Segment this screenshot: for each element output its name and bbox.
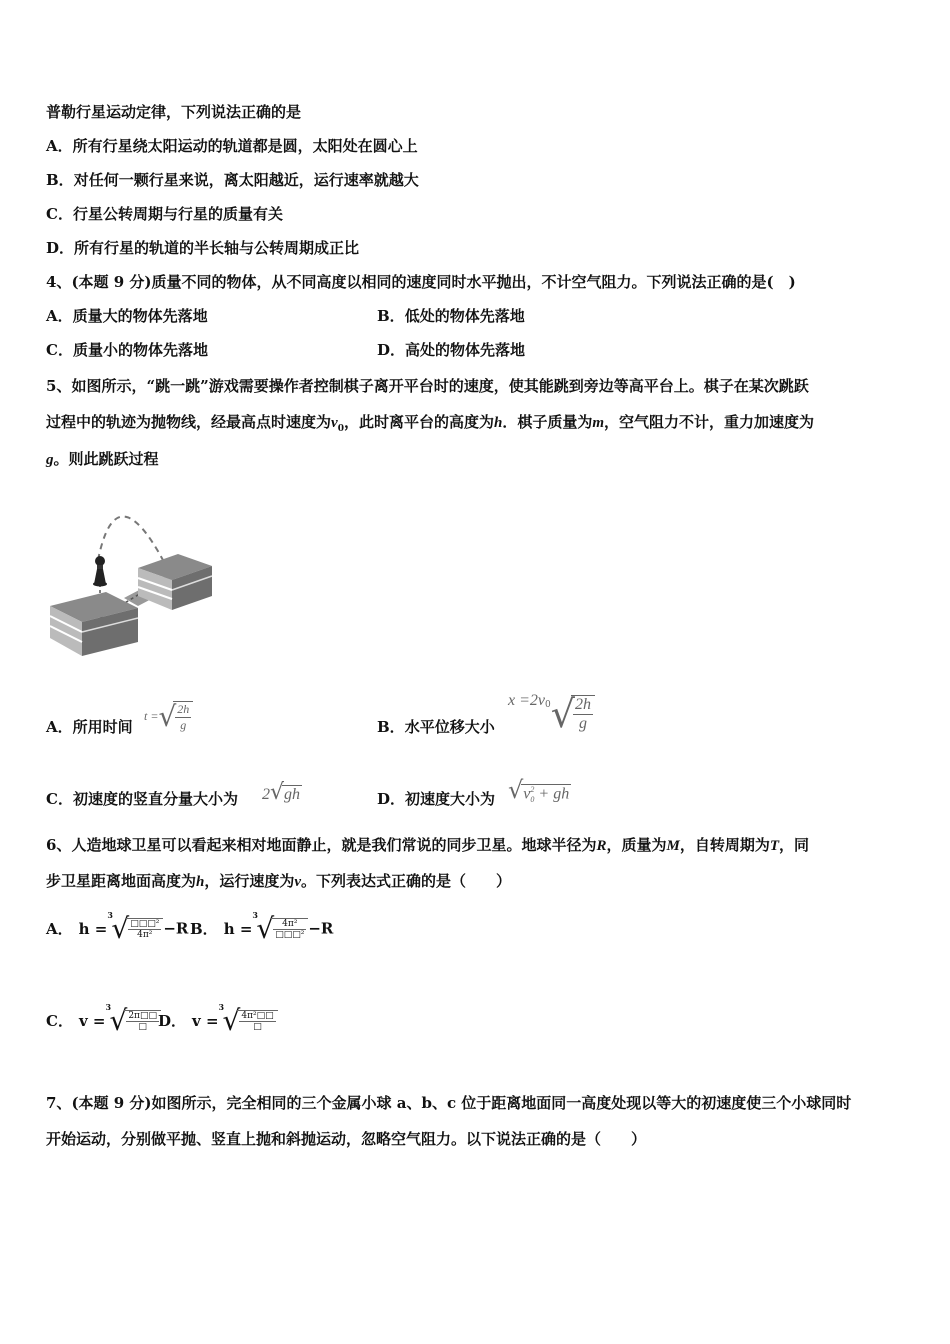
formula-lhs: h = <box>223 919 253 938</box>
formula-lhs: t = <box>144 709 159 723</box>
option-key: B． <box>377 718 405 736</box>
subscript: 0 <box>337 424 344 434</box>
option-text: 初速度的竖直分量大小为 <box>72 790 238 808</box>
option-text: 水平位移大小 <box>404 718 495 736</box>
question-text: ，此时离平台的高度为 <box>343 413 494 431</box>
fraction <box>124 1010 161 1032</box>
option-key: D． <box>377 790 406 808</box>
option-key: A． <box>46 307 73 325</box>
option-key: C． <box>46 1012 73 1030</box>
right-platform <box>138 554 212 610</box>
option-key: C． <box>46 790 73 808</box>
numerator: □□□² <box>130 918 160 929</box>
option-key: A． <box>46 920 73 938</box>
var-v: v <box>294 874 302 890</box>
option-key: B． <box>377 307 405 325</box>
radical-sign: √ <box>270 780 285 805</box>
var-M: M <box>666 838 680 854</box>
option-text: 所有行星的轨道的半长轴与公转周期成正比 <box>74 239 360 257</box>
option-text: 质量大的物体先落地 <box>72 307 208 325</box>
q5-option-b-formula <box>508 692 595 748</box>
denominator: □ <box>253 1021 262 1032</box>
formula-lhs: x =2v <box>508 692 545 709</box>
formula-lhs: v = <box>192 1011 219 1030</box>
var-m: m <box>592 415 604 431</box>
var-g: g <box>46 452 54 468</box>
q4-stem <box>46 272 796 292</box>
option-key: D． <box>158 1012 187 1030</box>
question-score: (本题 9 分) <box>71 1094 152 1112</box>
numerator: 4π² <box>273 919 306 930</box>
option-text: 所用时间 <box>72 718 133 736</box>
chess-piece <box>93 556 107 587</box>
cube-root <box>107 912 163 945</box>
option-text: 对任何一颗行星来说，离太阳越近，运行速率就越大 <box>73 171 419 189</box>
fraction <box>271 918 308 940</box>
root-index: 3 <box>107 910 113 920</box>
denominator: g <box>578 715 587 732</box>
numerator: 2h <box>177 701 190 716</box>
denominator: g <box>180 717 187 732</box>
option-key: A． <box>46 137 73 155</box>
radical-sign: √ <box>111 912 130 945</box>
question-text: 步卫星距离地面高度为 <box>46 872 197 890</box>
question-text: ，质量为 <box>606 836 667 854</box>
q6-stem-line1 <box>46 835 809 856</box>
question-text: ，运行速度为 <box>204 872 295 890</box>
q5-option-d-formula <box>508 776 571 804</box>
q3-stem-tail: 普勒行星运动定律，下列说法正确的是 <box>46 103 302 121</box>
option-text: 质量小的物体先落地 <box>72 341 208 359</box>
q4-option-d <box>377 340 525 360</box>
q6-option-a <box>46 912 188 945</box>
radical-sign: √ <box>508 776 524 804</box>
q5-option-c-formula <box>262 780 302 805</box>
q4-option-a <box>46 306 208 326</box>
question-text: 。则此跳跃过程 <box>53 450 159 468</box>
var-R: R <box>596 838 607 854</box>
option-key: B． <box>190 920 218 938</box>
q3-option-c <box>46 204 283 224</box>
radical-sign: √ <box>109 1004 128 1037</box>
question-text: 如图所示，“跳一跳”游戏需要操作者控制棋子离开平台时的速度，使其能跳到旁边等高平台上。棋子在某次跳跃 <box>71 377 809 395</box>
subscript: 0 <box>545 700 551 710</box>
var-v0: v <box>331 415 338 431</box>
coefficient: 2 <box>262 786 270 803</box>
question-text: 如图所示，完全相同的三个金属小球 a、b、c 位于距离地面同一高度处现以等大的初速度使三个小球同时 <box>151 1094 852 1112</box>
question-text: ，自转周期为 <box>679 836 770 854</box>
subscript: 0 <box>530 795 535 805</box>
q5-option-c <box>46 789 238 809</box>
radicand <box>521 784 571 805</box>
question-text: ，同 <box>779 836 810 854</box>
radical-sign: √ <box>158 700 177 733</box>
formula-tail: −R <box>163 919 189 938</box>
q4-option-b <box>377 306 525 326</box>
denominator: 4π² <box>137 929 153 940</box>
q6-option-b <box>190 912 333 945</box>
var-T: T <box>769 838 780 854</box>
radical-sign: √ <box>550 692 575 736</box>
fraction <box>126 918 163 940</box>
option-text: 初速度大小为 <box>405 790 496 808</box>
root-index: 3 <box>252 910 258 920</box>
q4-option-c <box>46 340 208 360</box>
option-key: A． <box>46 718 73 736</box>
option-key: C． <box>46 341 73 359</box>
option-key: D． <box>46 239 75 257</box>
q5-option-b <box>377 717 495 737</box>
question-number: 4、 <box>46 273 72 291</box>
question-number: 6、 <box>46 836 72 854</box>
option-text: 行星公转周期与行星的质量有关 <box>72 205 283 223</box>
question-text: ．棋子质量为 <box>502 413 593 431</box>
formula-lhs: v = <box>78 1011 106 1030</box>
var-h: h <box>196 874 205 890</box>
option-text: 所有行星绕太阳运动的轨道都是圆，太阳处在圆心上 <box>72 137 418 155</box>
q3-option-d <box>46 238 359 258</box>
q3-option-b <box>46 170 419 190</box>
question-number: 5、 <box>46 377 72 395</box>
question-text: 过程中的轨迹为抛物线，经最高点时速度为 <box>46 413 332 431</box>
fraction <box>237 1010 277 1032</box>
option-text: 高处的物体先落地 <box>405 341 526 359</box>
cube-root <box>252 912 308 945</box>
radicand-rest: + gh <box>538 785 570 802</box>
radicand: gh <box>284 786 301 803</box>
q3-option-a <box>46 136 418 156</box>
q6-stem-line2 <box>46 871 511 892</box>
question-text: 人造地球卫星可以看起来相对地面静止，就是我们常说的同步卫星。地球半径为 <box>71 836 597 854</box>
question-text: ，空气阻力不计，重力加速度为 <box>604 413 815 431</box>
fraction <box>571 695 595 733</box>
option-key: C． <box>46 205 73 223</box>
radicand-v: v <box>523 785 531 802</box>
question-stem: 质量不同的物体，从不同高度以相同的速度同时水平抛出，不计空气阻力。下列说法正确的是( ) <box>151 273 796 291</box>
left-platform <box>50 592 138 656</box>
question-score: (本题 9 分) <box>71 273 152 291</box>
question-number: 7、 <box>46 1094 72 1112</box>
q6-option-d <box>158 1004 278 1037</box>
superscript: 2 <box>530 784 535 794</box>
question-text: 。下列表达式正确的是（ ） <box>301 872 512 890</box>
q6-option-c <box>46 1004 161 1037</box>
root-index: 3 <box>105 1002 112 1012</box>
q5-option-a <box>46 717 133 737</box>
denominator: □ <box>138 1021 147 1032</box>
denominator: □□□² <box>275 929 305 940</box>
var-h: h <box>493 415 503 431</box>
trajectory-dashed-curve <box>98 516 164 562</box>
root-index: 3 <box>218 1002 225 1012</box>
fraction <box>173 701 193 733</box>
formula-lhs: h = <box>78 919 108 938</box>
q5-option-d <box>377 789 495 809</box>
q5-option-a-formula <box>144 700 193 744</box>
numerator: 4π²□□ <box>241 1010 274 1021</box>
cube-root <box>219 1004 278 1037</box>
q5-stem-line2 <box>46 412 814 439</box>
q5-stem-line1 <box>46 376 809 396</box>
numerator: 2π□□ <box>128 1010 157 1021</box>
option-key: D． <box>377 341 406 359</box>
cube-root <box>105 1004 161 1037</box>
formula-tail: −R <box>308 919 334 938</box>
option-text: 低处的物体先落地 <box>404 307 525 325</box>
q7-stem-line1 <box>46 1093 851 1113</box>
q5-stem-line3 <box>46 449 159 470</box>
option-key: B． <box>46 171 74 189</box>
jump-game-figure <box>46 488 226 663</box>
radical-sign: √ <box>222 1004 241 1037</box>
q7-stem-line2: 开始运动，分别做平抛、竖直上抛和斜抛运动，忽略空气阻力。以下说法正确的是（ ） <box>46 1130 647 1148</box>
radical-sign: √ <box>256 912 275 945</box>
numerator: 2h <box>574 696 591 713</box>
